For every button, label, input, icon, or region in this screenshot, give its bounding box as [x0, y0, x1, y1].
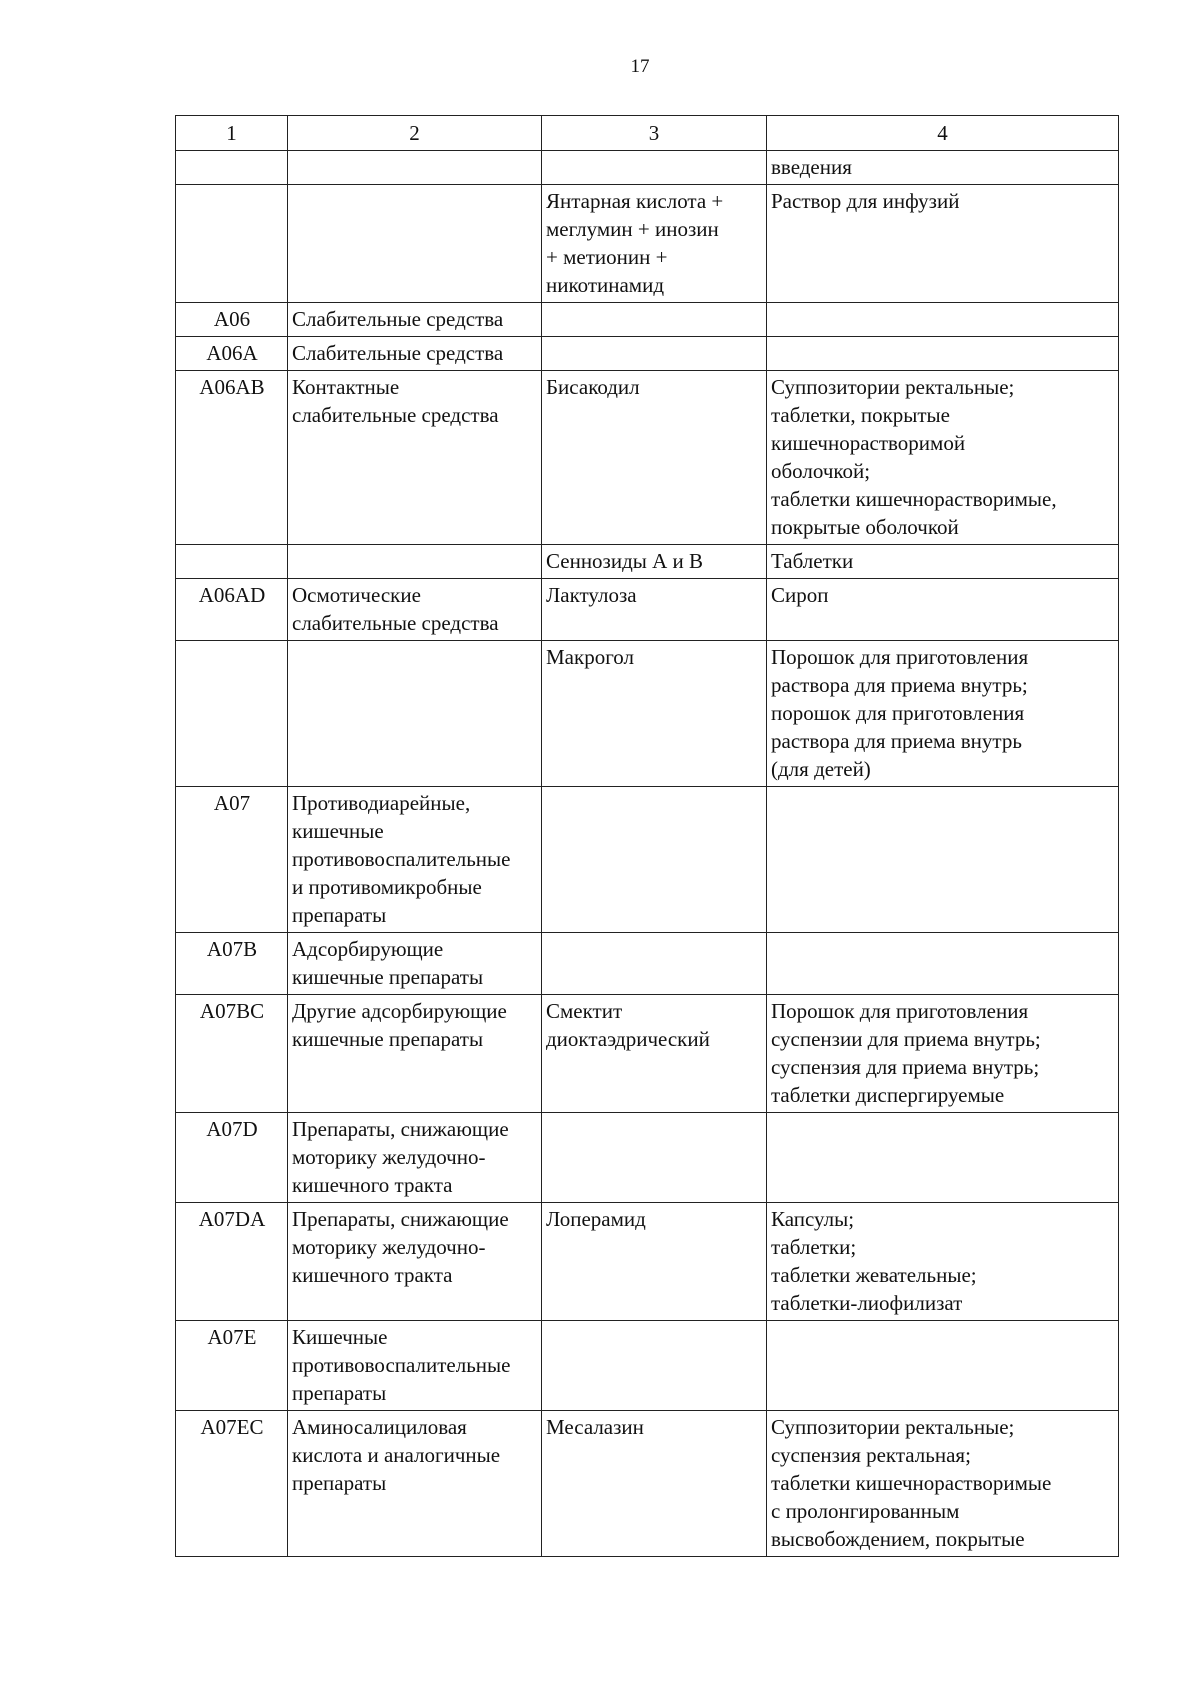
table-row	[176, 1321, 1119, 1411]
form-cell	[767, 787, 1119, 933]
group-cell	[288, 151, 542, 185]
column-header: 1	[176, 116, 288, 151]
table-row	[176, 545, 1119, 579]
code-cell	[176, 641, 288, 787]
page-number: 17	[630, 56, 650, 77]
drug-cell: Сеннозиды А и В	[542, 545, 767, 579]
group-cell: Противодиарейные, кишечные противовоспалительные и противомикробные препараты	[288, 787, 542, 933]
group-cell: Слабительные средства	[288, 303, 542, 337]
table-body	[176, 151, 1119, 1557]
group-cell: Препараты, снижающие моторику желудочно- кишечного тракта	[288, 1203, 542, 1321]
form-cell: Порошок для приготовления суспензии для приема внутрь; суспензия для приема внутрь; таблетки диспергируемые	[767, 995, 1119, 1113]
form-cell	[767, 933, 1119, 995]
group-cell: Слабительные средства	[288, 337, 542, 371]
code-cell: A07D	[176, 1113, 288, 1203]
form-cell: Суппозитории ректальные; суспензия ректальная; таблетки кишечнорастворимые с пролонгированным высвобождением, покрытые	[767, 1411, 1119, 1557]
drug-cell: Смектит диоктаэдрический	[542, 995, 767, 1113]
form-cell: Капсулы; таблетки; таблетки жевательные; таблетки-лиофилизат	[767, 1203, 1119, 1321]
table-row	[176, 933, 1119, 995]
column-header: 2	[288, 116, 542, 151]
code-cell: A06	[176, 303, 288, 337]
code-cell: A07	[176, 787, 288, 933]
table-row	[176, 371, 1119, 545]
code-cell: A06AB	[176, 371, 288, 545]
group-cell: Аминосалициловая кислота и аналогичные препараты	[288, 1411, 542, 1557]
group-cell	[288, 641, 542, 787]
table-row	[176, 303, 1119, 337]
group-cell: Кишечные противовоспалительные препараты	[288, 1321, 542, 1411]
group-cell: Контактные слабительные средства	[288, 371, 542, 545]
code-cell: A06A	[176, 337, 288, 371]
code-cell: A07E	[176, 1321, 288, 1411]
drug-cell	[542, 1321, 767, 1411]
drug-cell	[542, 1113, 767, 1203]
drug-cell	[542, 337, 767, 371]
drug-cell: Бисакодил	[542, 371, 767, 545]
form-cell	[767, 303, 1119, 337]
form-cell	[767, 337, 1119, 371]
table-row	[176, 337, 1119, 371]
form-cell: Порошок для приготовления раствора для приема внутрь; порошок для приготовления раствора для приема внутрь (для детей)	[767, 641, 1119, 787]
drug-cell: Лактулоза	[542, 579, 767, 641]
form-cell: Раствор для инфузий	[767, 185, 1119, 303]
column-header: 4	[767, 116, 1119, 151]
drug-table	[175, 115, 1119, 1557]
table-row	[176, 1203, 1119, 1321]
drug-cell: Макрогол	[542, 641, 767, 787]
group-cell: Осмотические слабительные средства	[288, 579, 542, 641]
code-cell: A07BC	[176, 995, 288, 1113]
code-cell	[176, 151, 288, 185]
code-cell: A07DA	[176, 1203, 288, 1321]
form-cell: Таблетки	[767, 545, 1119, 579]
code-cell: A06AD	[176, 579, 288, 641]
form-cell: Сироп	[767, 579, 1119, 641]
drug-cell	[542, 933, 767, 995]
group-cell	[288, 545, 542, 579]
form-cell: Суппозитории ректальные; таблетки, покрытые кишечнорастворимой оболочкой; таблетки кишечнорастворимые, покрытые оболочкой	[767, 371, 1119, 545]
drug-cell: Месалазин	[542, 1411, 767, 1557]
form-cell: введения	[767, 151, 1119, 185]
group-cell	[288, 185, 542, 303]
table-row	[176, 641, 1119, 787]
drug-cell: Лоперамид	[542, 1203, 767, 1321]
form-cell	[767, 1321, 1119, 1411]
form-cell	[767, 1113, 1119, 1203]
drug-cell	[542, 303, 767, 337]
table-row	[176, 995, 1119, 1113]
code-cell	[176, 185, 288, 303]
table-row	[176, 787, 1119, 933]
table-row	[176, 151, 1119, 185]
table-row	[176, 1113, 1119, 1203]
group-cell: Адсорбирующие кишечные препараты	[288, 933, 542, 995]
table-row	[176, 1411, 1119, 1557]
group-cell: Препараты, снижающие моторику желудочно- кишечного тракта	[288, 1113, 542, 1203]
column-header: 3	[542, 116, 767, 151]
table-row	[176, 579, 1119, 641]
drug-cell	[542, 151, 767, 185]
table-header-row	[176, 116, 1119, 151]
code-cell: A07B	[176, 933, 288, 995]
code-cell: A07EC	[176, 1411, 288, 1557]
drug-cell	[542, 787, 767, 933]
drug-cell: Янтарная кислота + меглумин + инозин + метионин + никотинамид	[542, 185, 767, 303]
table-row	[176, 185, 1119, 303]
group-cell: Другие адсорбирующие кишечные препараты	[288, 995, 542, 1113]
code-cell	[176, 545, 288, 579]
